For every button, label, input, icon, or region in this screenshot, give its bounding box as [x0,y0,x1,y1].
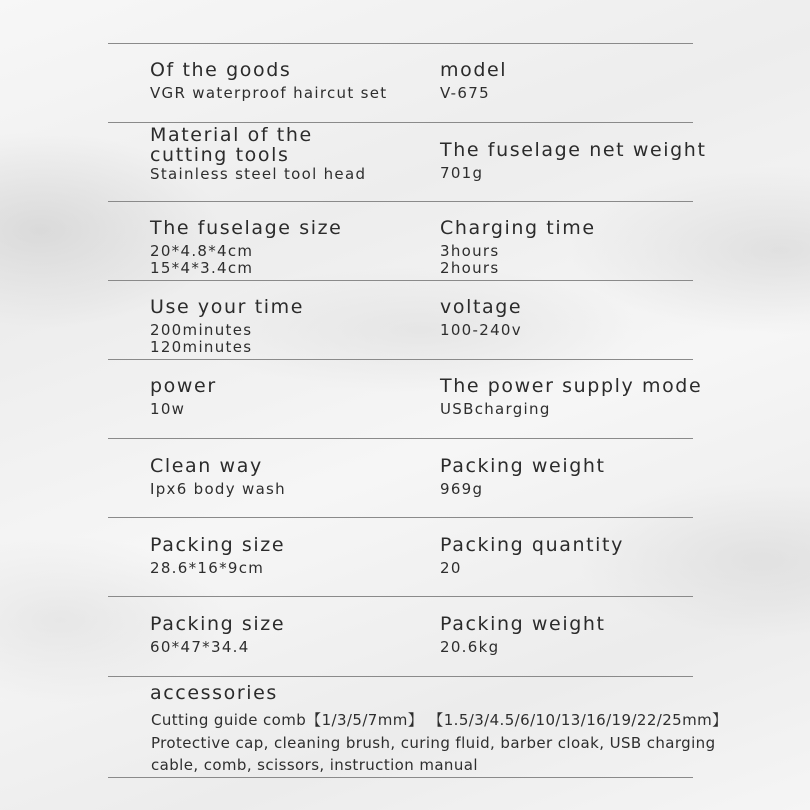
spec-label: Of the goods [150,59,292,81]
divider [108,280,693,281]
spec-value [150,85,387,102]
spec-label: Packing size [150,534,286,556]
spec-value-line: 120minutes [150,338,253,356]
accessories-line: Cutting guide comb【1/3/5/7mm】 【1.5/3/4.5/6/10/13/16/19/22/25mm】 [151,711,728,729]
spec-value [150,560,285,577]
spec-item-net-weight [440,140,707,182]
spec-label: The power supply mode [440,375,703,397]
divider [108,438,693,439]
spec-value [150,322,304,356]
spec-label: The fuselage size [150,217,343,239]
divider [108,596,693,597]
spec-value-line: 10w [150,400,186,418]
spec-label: Packing size [150,613,286,635]
spec-value [440,639,606,656]
spec-item-packing-weight [440,456,606,498]
spec-value [440,243,596,277]
spec-value-line: 28.6*16*9cm [150,559,265,577]
spec-item-charging-time [440,218,596,277]
spec-value [440,165,707,182]
spec-label: voltage [440,296,523,318]
spec-value-line: 200minutes [150,321,253,339]
spec-label: Packing quantity [440,534,624,556]
spec-value-line: 969g [440,480,484,498]
spec-value [150,166,366,183]
spec-value-line: 701g [440,164,484,182]
spec-item-carton-size [150,614,285,656]
spec-value [150,401,217,418]
spec-value-line: 20*4.8*4cm [150,242,254,260]
divider [108,676,693,677]
accessories-list [151,709,731,777]
accessories-line: cable, comb, scissors, instruction manual [151,756,478,774]
divider [108,359,693,360]
spec-item-power [150,376,217,418]
divider [108,777,693,778]
spec-label: Clean way [150,455,263,477]
spec-item-product-name [150,60,387,102]
spec-value [440,401,702,418]
divider [108,201,693,202]
spec-value-line: 100-240v [440,321,522,339]
spec-value-line: 60*47*34.4 [150,638,250,656]
spec-item-voltage [440,297,522,339]
spec-value-line: USBcharging [440,400,551,418]
spec-item-clean-way [150,456,286,498]
spec-item-cutting-material [150,125,366,183]
spec-item-fuselage-size [150,218,342,277]
divider [108,517,693,518]
spec-label: Packing weight [440,613,606,635]
spec-label: power [150,375,217,397]
spec-value-line: 15*4*3.4cm [150,259,254,277]
spec-value-line: Ipx6 body wash [150,480,286,498]
spec-label: Packing weight [440,455,606,477]
spec-value-line: 20 [440,559,462,577]
spec-value [440,481,606,498]
spec-item-use-time [150,297,304,356]
spec-item-packing-quantity [440,535,624,577]
spec-item-model [440,60,507,102]
spec-value-line: 20.6kg [440,638,500,656]
spec-item-packing-size [150,535,285,577]
spec-value-line: Stainless steel tool head [150,165,367,183]
spec-label: Material of the cutting tools [150,124,313,166]
spec-item-power-supply-mode [440,376,702,418]
spec-value-line: 3hours [440,242,500,260]
spec-value [150,243,342,277]
spec-label: Use your time [150,296,305,318]
spec-value-line: V-675 [440,84,490,102]
spec-label: model [440,59,508,81]
divider [108,43,693,44]
spec-label: The fuselage net weight [440,139,707,161]
divider [108,122,693,123]
spec-value [440,560,624,577]
spec-value [440,322,522,339]
accessories-label: accessories [150,682,278,704]
spec-value-line: 2hours [440,259,500,277]
spec-value [150,639,285,656]
spec-value [150,481,286,498]
spec-label: Charging time [440,217,596,239]
spec-item-carton-weight [440,614,606,656]
spec-value [440,85,507,102]
accessories-line: Protective cap, cleaning brush, curing fluid, barber cloak, USB charging [151,733,716,752]
spec-value-line: VGR waterproof haircut set [150,84,388,102]
